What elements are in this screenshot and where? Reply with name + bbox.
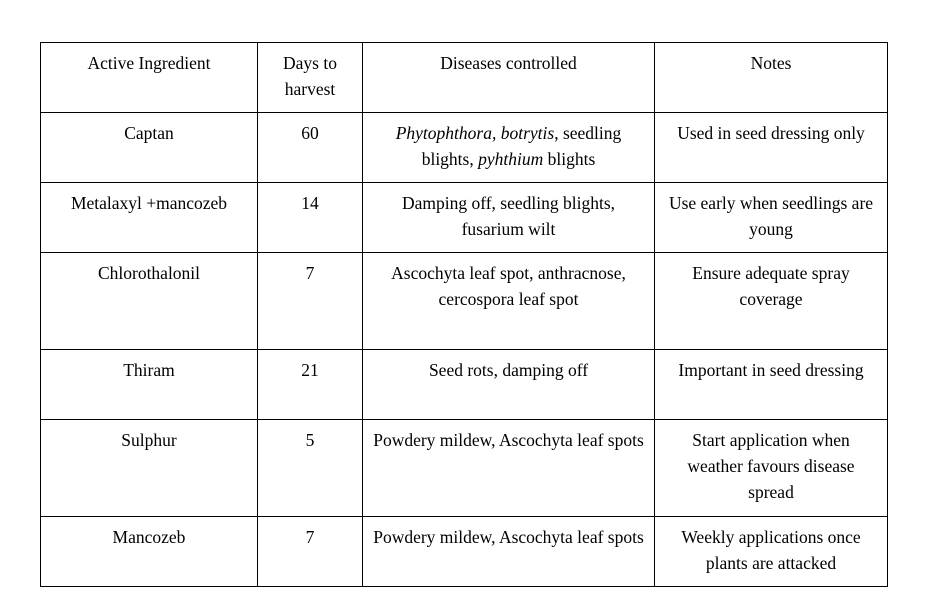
table-row — [41, 517, 888, 587]
table-row — [41, 253, 888, 350]
table-row — [41, 113, 888, 183]
cell-diseases — [363, 113, 655, 183]
cell-days: 7 — [258, 517, 363, 587]
table-header-row — [41, 43, 888, 113]
cell-notes: Ensure adequate spray coverage — [655, 253, 888, 350]
cell-days: 14 — [258, 183, 363, 253]
cell-notes: Use early when seedlings are young — [655, 183, 888, 253]
cell-days: 21 — [258, 350, 363, 420]
cell-days: 60 — [258, 113, 363, 183]
cell-diseases: Powdery mildew, Ascochyta leaf spots — [363, 420, 655, 517]
cell-ingredient: Thiram — [41, 350, 258, 420]
header-days-to-harvest: Days to harvest — [258, 43, 363, 113]
diseases-text: , seedling blights, — [421, 123, 622, 169]
diseases-italic-text: pyhthium — [478, 149, 544, 169]
cell-notes: Used in seed dressing only — [655, 113, 888, 183]
cell-ingredient: Mancozeb — [41, 517, 258, 587]
table-row — [41, 183, 888, 253]
fungicide-table — [40, 42, 888, 587]
cell-ingredient: Captan — [41, 113, 258, 183]
cell-days: 7 — [258, 253, 363, 350]
diseases-text: blights — [543, 149, 596, 169]
cell-notes: Start application when weather favours disease spread — [655, 420, 888, 517]
cell-diseases: Powdery mildew, Ascochyta leaf spots — [363, 517, 655, 587]
cell-notes: Weekly applications once plants are attacked — [655, 517, 888, 587]
cell-diseases: Ascochyta leaf spot, anthracnose, cercospora leaf spot — [363, 253, 655, 350]
cell-notes: Important in seed dressing — [655, 350, 888, 420]
table-row — [41, 420, 888, 517]
cell-ingredient: Sulphur — [41, 420, 258, 517]
table-row — [41, 350, 888, 420]
cell-days: 5 — [258, 420, 363, 517]
cell-ingredient: Metalaxyl +mancozeb — [41, 183, 258, 253]
cell-diseases: Seed rots, damping off — [363, 350, 655, 420]
header-notes: Notes — [655, 43, 888, 113]
header-diseases-controlled: Diseases controlled — [363, 43, 655, 113]
cell-diseases: Damping off, seedling blights, fusarium wilt — [363, 183, 655, 253]
diseases-italic-text: Phytophthora, botrytis — [395, 123, 555, 143]
cell-ingredient: Chlorothalonil — [41, 253, 258, 350]
header-active-ingredient: Active Ingredient — [41, 43, 258, 113]
